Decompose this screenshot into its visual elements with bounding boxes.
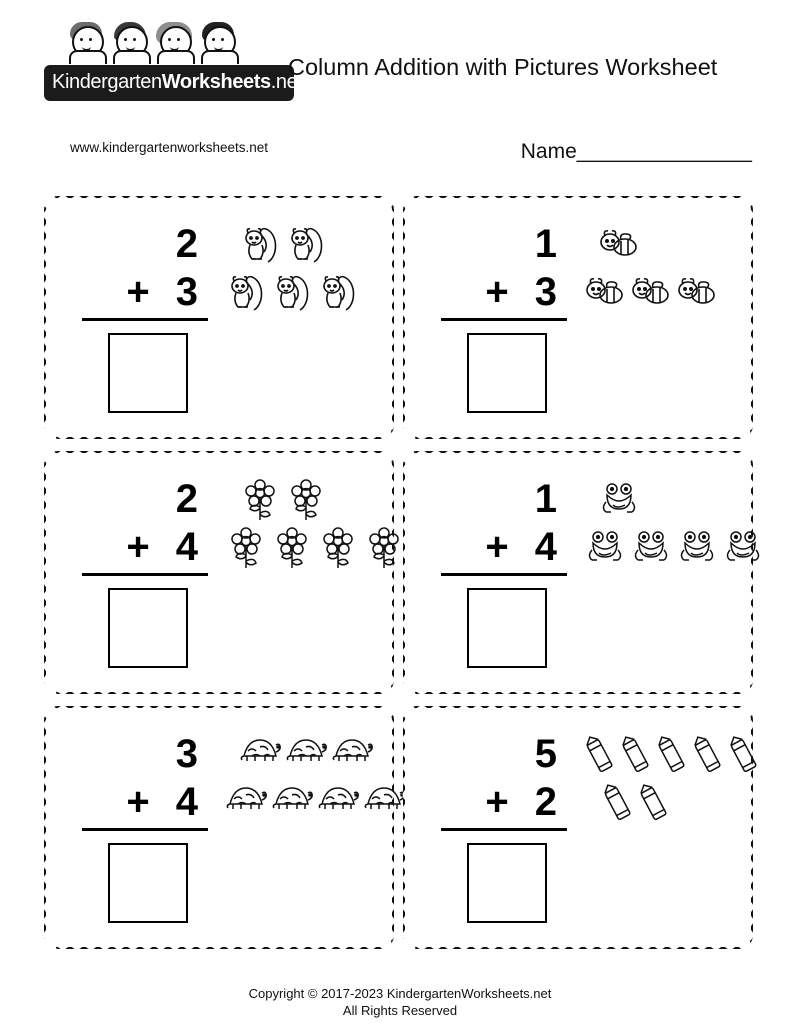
crayon-icon	[727, 732, 763, 778]
problem-6-answer-box[interactable]	[467, 843, 547, 923]
turtle-icon	[270, 780, 314, 826]
problem-5-answer-box[interactable]	[108, 843, 188, 923]
logo-word-tld: .net	[270, 71, 303, 93]
flower-icon	[284, 477, 328, 523]
frog-icon	[629, 525, 673, 571]
crayon-icon	[637, 780, 673, 826]
problem-1-bottom-addend: 3	[175, 270, 198, 314]
turtle-icon	[362, 780, 406, 826]
problem-6-pictures	[583, 732, 743, 852]
problem-6-expression	[441, 730, 571, 923]
problem-4-answer-box[interactable]	[467, 588, 547, 668]
problem-6-bottom-addend: 2	[534, 780, 557, 824]
problem-1-answer-box[interactable]	[108, 333, 188, 413]
problem-5-bottom-addend: 4	[175, 780, 198, 824]
problem-1-rule	[82, 318, 208, 321]
problem-2-operator: +	[485, 270, 509, 314]
frog-icon	[675, 525, 719, 571]
squirrel-icon	[270, 270, 314, 316]
problem-4-rule	[441, 573, 567, 576]
problem-3-rule	[82, 573, 208, 576]
problem-4-pictures	[583, 477, 743, 597]
problem-5-operator: +	[126, 780, 150, 824]
problem-2-answer-box[interactable]	[467, 333, 547, 413]
flower-icon	[270, 525, 314, 571]
name-blank-line: _______________	[576, 140, 752, 163]
frog-icon	[583, 525, 627, 571]
bee-icon	[675, 270, 719, 316]
page-title: Column Addition with Pictures Worksheet	[288, 54, 718, 80]
squirrel-icon	[284, 222, 328, 268]
site-url: www.kindergartenworksheets.net	[69, 140, 269, 155]
problem-1-operator: +	[126, 270, 150, 314]
problem-4-bottom-addend: 4	[534, 525, 557, 569]
problem-4-expression	[441, 475, 571, 668]
problem-6-operator: +	[485, 780, 509, 824]
squirrel-icon	[316, 270, 360, 316]
crayon-icon	[619, 732, 655, 778]
squirrel-icon	[238, 222, 282, 268]
problem-6-top-addend: 5	[534, 732, 557, 776]
turtle-icon	[330, 732, 374, 778]
problem-2-bottom-addend: 3	[534, 270, 557, 314]
page-footer	[0, 985, 800, 1019]
problem-3-top-addend: 2	[175, 477, 198, 521]
flower-icon	[362, 525, 406, 571]
bee-icon	[583, 270, 627, 316]
turtle-icon	[284, 732, 328, 778]
flower-icon	[224, 525, 268, 571]
problem-2-expression	[441, 220, 571, 413]
problem-card-6	[403, 706, 753, 949]
problem-4-operator: +	[485, 525, 509, 569]
logo-word-worksheets: Worksheets	[161, 71, 271, 93]
frog-icon	[597, 477, 641, 523]
problem-2-rule	[441, 318, 567, 321]
problem-card-3	[44, 451, 394, 694]
turtle-icon	[316, 780, 360, 826]
problem-5-rule	[82, 828, 208, 831]
logo-wordmark	[44, 65, 303, 101]
frog-icon	[721, 525, 765, 571]
rights-text: All Rights Reserved	[342, 1003, 458, 1018]
problem-1-pictures	[224, 222, 384, 342]
problem-card-2	[403, 196, 753, 439]
flower-icon	[238, 477, 282, 523]
kids-faces-icon	[66, 22, 266, 64]
logo-word-kindergarten: Kindergarten	[52, 71, 162, 93]
name-label: Name	[520, 140, 577, 163]
turtle-icon	[224, 780, 268, 826]
problem-grid	[44, 196, 758, 958]
problem-3-answer-box[interactable]	[108, 588, 188, 668]
problem-1-expression	[82, 220, 212, 413]
problem-5-pictures	[224, 732, 384, 852]
copyright-text: Copyright © 2017-2023 KindergartenWorksheets.net	[248, 986, 552, 1001]
problem-1-top-addend: 2	[175, 222, 198, 266]
problem-3-operator: +	[126, 525, 150, 569]
site-logo[interactable]	[44, 22, 303, 101]
problem-4-top-addend: 1	[534, 477, 557, 521]
problem-3-bottom-addend: 4	[175, 525, 198, 569]
problem-6-rule	[441, 828, 567, 831]
crayon-icon	[655, 732, 691, 778]
problem-3-pictures	[224, 477, 384, 597]
bee-icon	[597, 222, 641, 268]
problem-2-pictures	[583, 222, 743, 342]
problem-card-4	[403, 451, 753, 694]
bee-icon	[629, 270, 673, 316]
problem-card-1	[44, 196, 394, 439]
page-header	[0, 0, 800, 163]
flower-icon	[316, 525, 360, 571]
problem-5-top-addend: 3	[175, 732, 198, 776]
crayon-icon	[691, 732, 727, 778]
name-field[interactable]	[521, 140, 752, 164]
crayon-icon	[583, 732, 619, 778]
problem-3-expression	[82, 475, 212, 668]
problem-5-expression	[82, 730, 212, 923]
problem-card-5	[44, 706, 394, 949]
crayon-icon	[601, 780, 637, 826]
problem-2-top-addend: 1	[534, 222, 557, 266]
turtle-icon	[238, 732, 282, 778]
squirrel-icon	[224, 270, 268, 316]
